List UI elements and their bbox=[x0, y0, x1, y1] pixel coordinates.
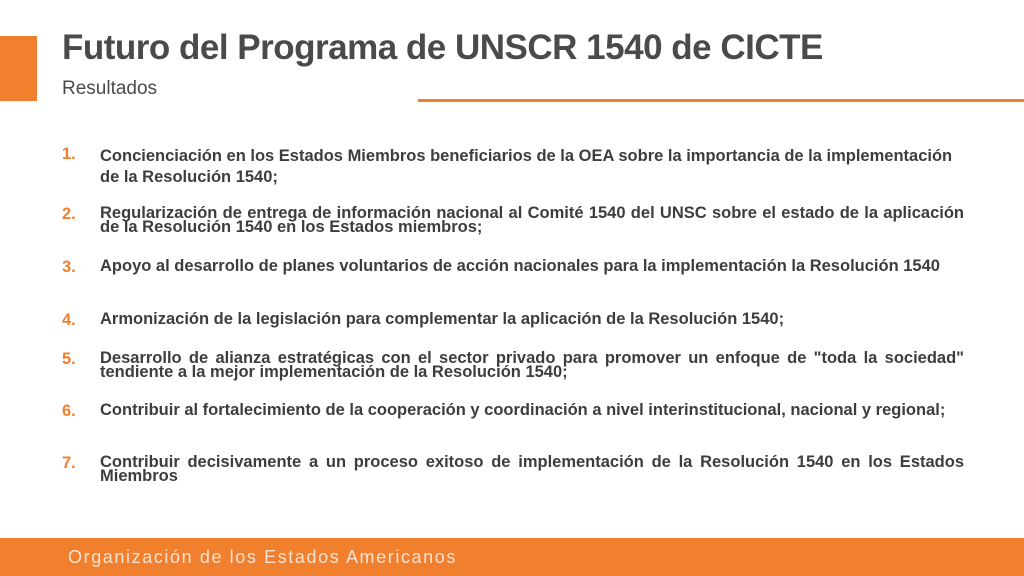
list-item-4 bbox=[62, 312, 964, 329]
list-item-number: 5. bbox=[62, 350, 76, 368]
list-item-text: Contribuir decisivamente a un proceso exitoso de implementación de la Resolución 1540 en los Estados Miembros bbox=[100, 453, 964, 485]
list-item-text: Concienciación en los Estados Miembros beneficiarios de la OEA sobre la importancia de la implementación de la Resolución 1540; bbox=[100, 147, 953, 186]
footer-bar bbox=[0, 538, 1024, 576]
list-item-text: Armonización de la legislación para complementar la aplicación de la Resolución 1540; bbox=[100, 310, 785, 328]
list-item-number: 1. bbox=[62, 145, 76, 163]
list-item-2 bbox=[62, 206, 964, 234]
page-subtitle: Resultados bbox=[62, 78, 158, 99]
footer-organization-name: Organización de los Estados Americanos bbox=[68, 547, 457, 567]
list-item-6 bbox=[62, 403, 964, 420]
list-item-number: 4. bbox=[62, 311, 76, 329]
list-item-5 bbox=[62, 351, 964, 379]
page-title: Futuro del Programa de UNSCR 1540 de CICTE bbox=[62, 28, 823, 67]
list-item-3 bbox=[62, 259, 964, 276]
list-item-text: Desarrollo de alianza estratégicas con el sector privado para promover un enfoque de "toda la sociedad" tendiente a la mejor implementación de la Resolución 1540; bbox=[100, 349, 964, 381]
list-item-number: 7. bbox=[62, 454, 76, 472]
list-item-text: Apoyo al desarrollo de planes voluntarios de acción nacionales para la implementación la Resolución 1540 bbox=[100, 257, 940, 275]
list-item-number: 6. bbox=[62, 402, 76, 420]
list-item-1 bbox=[62, 146, 964, 188]
list-item-number: 2. bbox=[62, 205, 76, 223]
title-underline-rule bbox=[418, 99, 1024, 102]
list-item-text: Contribuir al fortalecimiento de la cooperación y coordinación a nivel interinstitucional, nacional y regional; bbox=[100, 401, 946, 419]
list-item-number: 3. bbox=[62, 258, 76, 276]
list-item-text: Regularización de entrega de información nacional al Comité 1540 del UNSC sobre el estado de la aplicación de la Resolución 1540 en los Estados miembros; bbox=[100, 204, 964, 236]
list-item-7 bbox=[62, 455, 964, 483]
accent-block bbox=[0, 36, 37, 101]
